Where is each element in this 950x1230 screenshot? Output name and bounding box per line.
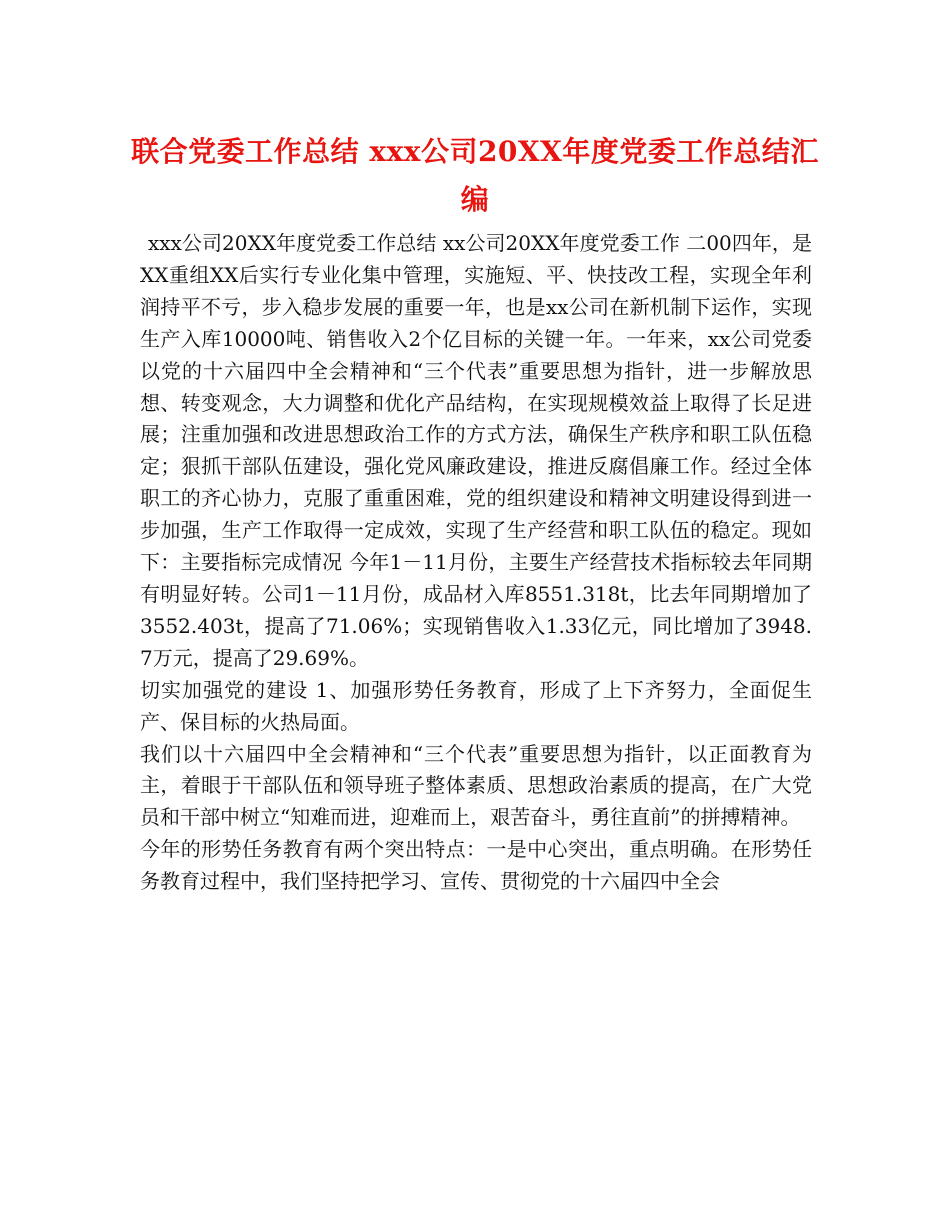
paragraph-2: 切实加强党的建设 1、加强形势任务教育，形成了上下齐努力，全面促生 产、保目标的火热局面。 bbox=[140, 677, 812, 734]
title-line-1: 联合党委工作总结 xxx公司20XX年度党委工作总结汇 bbox=[131, 135, 819, 168]
paragraph-4: 今年的形势任务教育有两个突出特点：一是中心突出，重点明确。在形势任务教育过程中，我们坚持把学习、宣传、贯彻党的十六届四中全会 bbox=[140, 837, 812, 894]
title-line-2: 编 bbox=[460, 183, 490, 216]
paragraph-1: xxx公司20XX年度党委工作总结 xx公司20XX年度党委工作 二00四年，是XX重组XX后实行专业化集中管理，实施短、平、快技改工程，实现全年利润持平不亏，步入稳步发展的重要一年，也是xx公司在新机制下运作，实现生产入库10000吨、销售收入2个亿目标的关键一年。一年来，xx公司党委以党的十六届四中全会精神和“三个代表”重要思想为指针，进一步解放思想、转变观念，大力调整和优化产品结构，在实现规模效益上取得了长足进展；注重加强和改进思想政治工作的方式方法，确保生产秩序和职工队伍稳定；狠抓干部队伍建设，强化党风廉政建设，推进反腐倡廉工作。经过全体职工的齐心协力，克服了重重困难，党的组织建设和精神文明建设得到进一步加强，生产工作取得一定成效，实现了生产经营和职工队伍的稳定。现如下：主要指标完成情况 今年1－11月份，主要生产经营技术指标较去年同期有明显好转。公司1－11月份，成品材入库8551.318t，比去年同期增加了3552.403t，提高了71.06%；实现销售收入1.33亿元，同比增加了3948.7万元，提高了29.69%。 bbox=[140, 231, 812, 670]
document-title bbox=[120, 128, 830, 224]
paragraph-3: 我们以十六届四中全会精神和“三个代表”重要思想为指针，以正面教育为主，着眼于干部队伍和领导班子整体素质、思想政治素质的提高，在广大党员和干部中树立“知难而进，迎难而上，艰苦奋斗，勇往直前”的拼搏精神。 bbox=[140, 741, 812, 830]
document-body bbox=[140, 228, 812, 898]
